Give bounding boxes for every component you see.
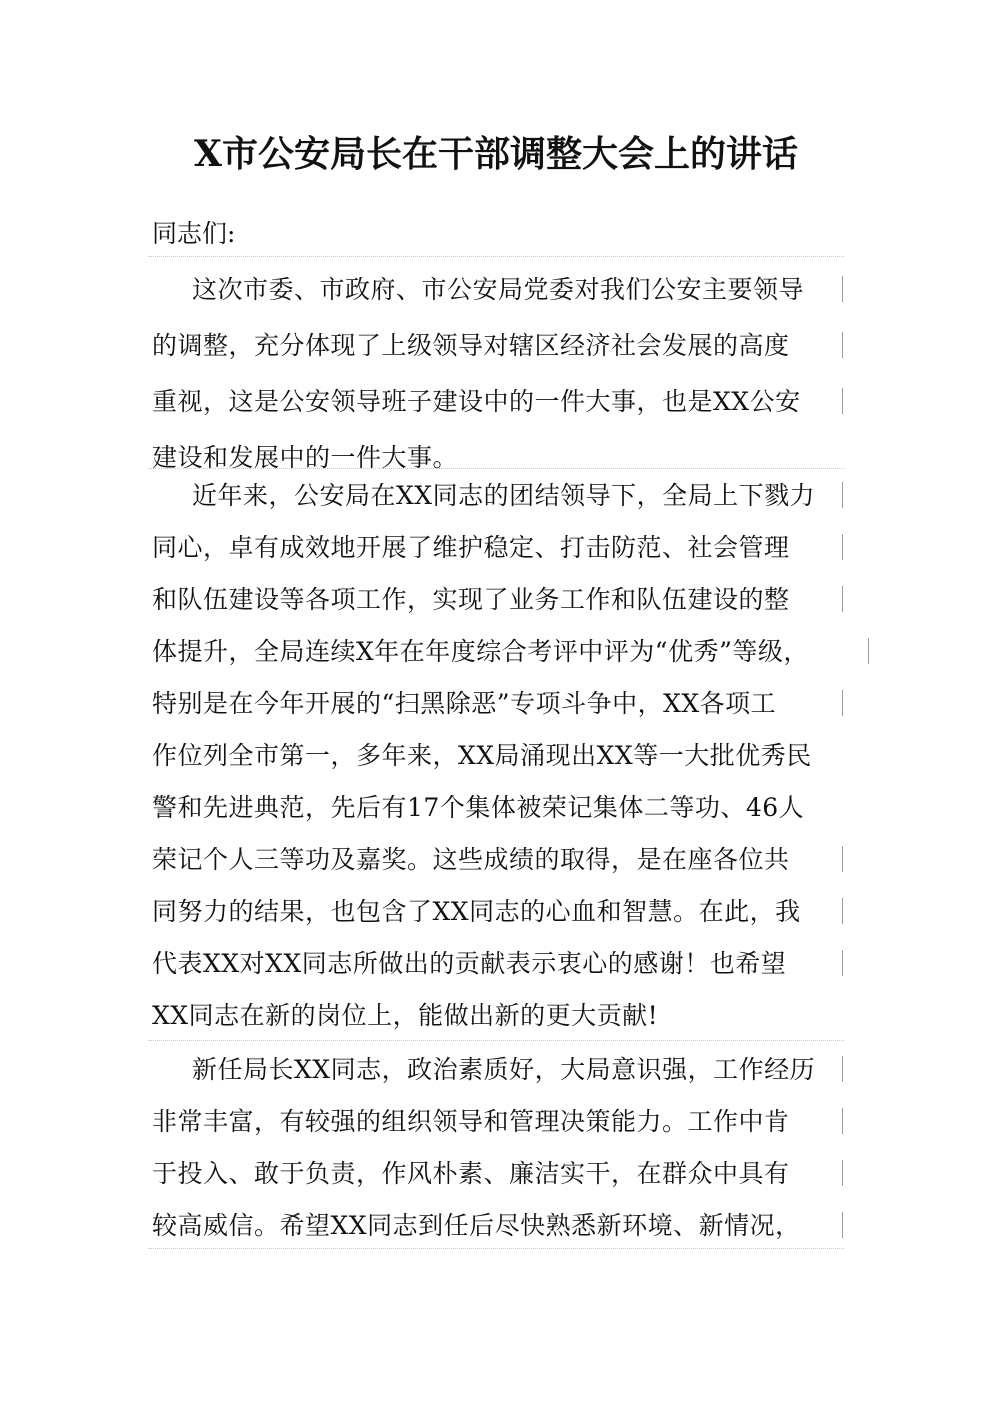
paragraph-line: 重视，这是公安领导班子建设中的一件大事，也是XX公安 [152, 387, 801, 416]
paragraph-line: 建设和发展中的一件大事。 [152, 443, 459, 472]
line-end-marker [842, 332, 843, 358]
paragraph-line: 荣记个人三等功及嘉奖。这些成绩的取得，是在座各位共 [152, 845, 790, 874]
paragraph-line: 同努力的结果，也包含了XX同志的心血和智慧。在此，我 [152, 897, 801, 926]
paragraph-line: 代表XX对XX同志所做出的贡献表示衷心的感谢！也希望 [152, 949, 787, 978]
line-end-marker [842, 950, 843, 976]
paragraph-line: 同心，卓有成效地开展了维护稳定、打击防范、社会管理 [152, 533, 790, 562]
paragraph-line: 于投入、敢于负责，作风朴素、廉洁实干，在群众中具有 [152, 1159, 790, 1188]
paragraph-line: 和队伍建设等各项工作，实现了业务工作和队伍建设的整 [152, 585, 790, 614]
line-end-marker [868, 638, 869, 664]
paragraph-line: 近年来，公安局在XX同志的团结领导下，全局上下戮力 [192, 481, 816, 510]
line-end-marker [842, 276, 843, 302]
page-bottom-rule [148, 1248, 844, 1249]
paragraph-line: 的调整，充分体现了上级领导对辖区经济社会发展的高度 [152, 331, 790, 360]
paragraph-line: 这次市委、市政府、市公安局党委对我们公安主要领导 [192, 275, 805, 304]
line-end-marker [842, 846, 843, 872]
line-end-marker [842, 690, 843, 716]
paragraph-line: 新任局长XX同志，政治素质好，大局意识强，工作经历 [192, 1055, 816, 1084]
salutation: 同志们: [152, 219, 236, 248]
line-end-marker [842, 586, 843, 612]
line-end-marker [842, 388, 843, 414]
line-end-marker [842, 898, 843, 924]
paragraph-line: 较高威信。希望XX同志到任后尽快熟悉新环境、新情况， [152, 1211, 801, 1240]
line-end-marker [842, 482, 843, 508]
paragraph-3 [152, 1040, 852, 1250]
line-end-marker [842, 1056, 843, 1082]
line-end-marker [842, 534, 843, 560]
paragraph-2 [152, 468, 852, 1048]
paragraph-line: 非常丰富，有较强的组织领导和管理决策能力。工作中肯 [152, 1107, 790, 1136]
paragraph-1 [152, 256, 852, 480]
document-title: X市公安局长在干部调整大会上的讲话 [194, 133, 798, 175]
line-end-marker [842, 1212, 843, 1238]
paragraph-line: 作位列全市第一，多年来，XX局涌现出XX等一大批优秀民 [152, 741, 812, 770]
paragraph-line: 警和先进典范，先后有17个集体被荣记集体二等功、46人 [152, 793, 805, 822]
paragraph-line: XX同志在新的岗位上，能做出新的更大贡献! [152, 1001, 659, 1030]
paragraph-line: 体提升，全局连续X年在年度综合考评中评为“优秀”等级， [152, 637, 809, 666]
paragraph-line: 特别是在今年开展的“扫黑除恶”专项斗争中，XX各项工 [152, 689, 777, 718]
line-end-marker [842, 1108, 843, 1134]
line-end-marker [842, 1160, 843, 1186]
